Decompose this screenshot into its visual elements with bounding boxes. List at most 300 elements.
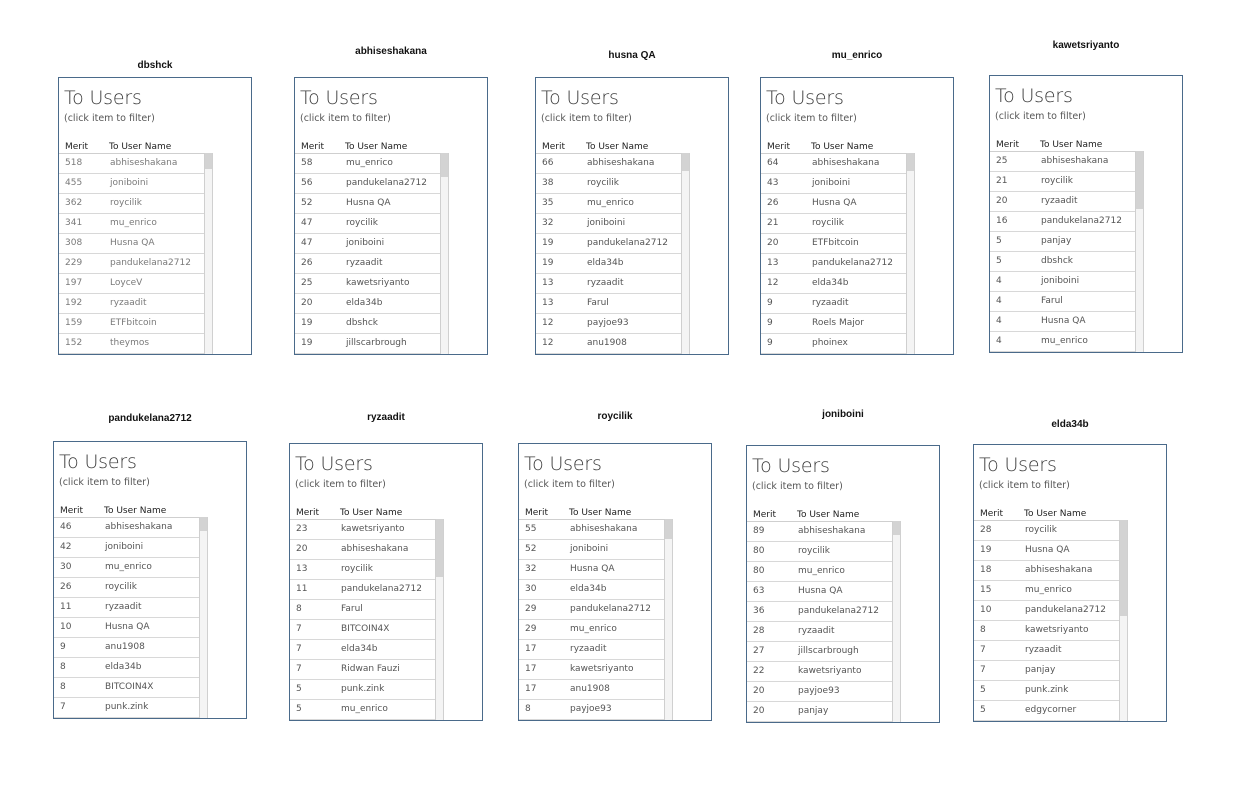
scrollbar[interactable]	[436, 519, 444, 720]
user-name: elda34b	[341, 644, 378, 654]
scrollbar-thumb[interactable]	[682, 153, 689, 171]
table-row[interactable]	[59, 274, 204, 294]
column-header-to-user-name[interactable]: To User Name	[569, 508, 632, 518]
merit-value: 8	[296, 604, 302, 614]
panel-title: To Users	[295, 453, 373, 475]
user-name: ryzaadit	[570, 644, 607, 654]
column-header-to-user-name[interactable]: To User Name	[1040, 140, 1103, 150]
user-name: BITCOIN4X	[341, 624, 390, 634]
table-row[interactable]	[536, 314, 681, 334]
table-row[interactable]	[295, 154, 440, 174]
table-row[interactable]	[59, 154, 204, 174]
merit-value: 19	[542, 238, 554, 248]
user-name: abhiseshakana	[341, 544, 409, 554]
table-row[interactable]	[990, 312, 1135, 332]
merit-value: 25	[301, 278, 313, 288]
user-name: Husna QA	[105, 622, 150, 632]
table-row[interactable]	[295, 174, 440, 194]
user-name: payjoe93	[587, 318, 629, 328]
table-row[interactable]	[519, 540, 664, 560]
merit-value: 30	[525, 584, 537, 594]
user-name: jillscarbrough	[798, 646, 859, 656]
table-row[interactable]	[536, 254, 681, 274]
user-name: pandukelana2712	[798, 606, 879, 616]
user-name: roycilik	[587, 178, 619, 188]
table-row[interactable]	[974, 581, 1119, 601]
user-name: mu_enrico	[110, 218, 157, 228]
user-name: pandukelana2712	[346, 178, 427, 188]
to-users-panel	[53, 441, 247, 719]
table-row[interactable]	[290, 660, 435, 680]
table-row[interactable]	[59, 314, 204, 334]
table-row[interactable]	[990, 172, 1135, 192]
column-header-to-user-name[interactable]: To User Name	[797, 510, 860, 520]
panel-subtitle: (click item to filter)	[524, 479, 615, 490]
table-row[interactable]	[290, 620, 435, 640]
user-name: panjay	[1025, 665, 1056, 675]
table-row[interactable]	[974, 601, 1119, 621]
merit-value: 63	[753, 586, 765, 596]
merit-value: 10	[60, 622, 72, 632]
user-name: joniboini	[1041, 276, 1080, 286]
column-header-to-user-name[interactable]: To User Name	[1024, 509, 1087, 519]
table-row[interactable]	[761, 154, 906, 174]
rows-list	[761, 153, 907, 355]
merit-value: 4	[996, 316, 1002, 326]
table-row[interactable]	[59, 214, 204, 234]
merit-value: 21	[996, 176, 1008, 186]
user-name: pandukelana2712	[570, 604, 651, 614]
panel-label: ryzaadit	[367, 412, 405, 423]
table-row[interactable]	[974, 681, 1119, 701]
merit-value: 7	[980, 665, 986, 675]
table-row[interactable]	[747, 682, 892, 702]
merit-value: 8	[980, 625, 986, 635]
table-row[interactable]	[747, 602, 892, 622]
merit-value: 7	[296, 664, 302, 674]
table-row[interactable]	[536, 234, 681, 254]
table-row[interactable]	[295, 254, 440, 274]
to-users-panel	[58, 77, 252, 355]
user-name: mu_enrico	[570, 624, 617, 634]
merit-value: 20	[753, 706, 765, 716]
table-row[interactable]	[761, 194, 906, 214]
table-row[interactable]	[54, 638, 199, 658]
table-row[interactable]	[974, 541, 1119, 561]
merit-value: 20	[996, 196, 1008, 206]
merit-value: 13	[542, 298, 554, 308]
merit-value: 18	[980, 565, 992, 575]
table-row[interactable]	[54, 658, 199, 678]
merit-value: 11	[296, 584, 308, 594]
table-row[interactable]	[974, 641, 1119, 661]
table-row[interactable]	[290, 680, 435, 700]
user-name: pandukelana2712	[587, 238, 668, 248]
user-name: Husna QA	[570, 564, 615, 574]
user-name: kawetsriyanto	[798, 666, 862, 676]
table-row[interactable]	[59, 294, 204, 314]
merit-value: 13	[296, 564, 308, 574]
user-name: edgycorner	[1025, 705, 1077, 715]
table-row[interactable]	[974, 621, 1119, 641]
user-name: Farul	[587, 298, 609, 308]
table-row[interactable]	[536, 214, 681, 234]
user-name: ryzaadit	[587, 278, 624, 288]
table-row[interactable]	[536, 174, 681, 194]
table-row[interactable]	[536, 274, 681, 294]
user-name: payjoe93	[798, 686, 840, 696]
table-row[interactable]	[290, 560, 435, 580]
table-row[interactable]	[59, 334, 204, 354]
scrollbar-thumb[interactable]	[893, 521, 900, 535]
table-row[interactable]	[990, 332, 1135, 352]
user-name: Farul	[1041, 296, 1063, 306]
merit-value: 30	[60, 562, 72, 572]
table-row[interactable]	[295, 194, 440, 214]
merit-value: 36	[753, 606, 765, 616]
merit-value: 7	[296, 624, 302, 634]
table-row[interactable]	[290, 540, 435, 560]
merit-value: 19	[301, 338, 313, 348]
merit-value: 152	[65, 338, 83, 348]
scrollbar[interactable]	[1136, 151, 1144, 352]
table-row[interactable]	[54, 618, 199, 638]
table-row[interactable]	[761, 214, 906, 234]
merit-value: 229	[65, 258, 83, 268]
panel-title: To Users	[300, 87, 378, 109]
merit-value: 89	[753, 526, 765, 536]
panel-label: roycilik	[597, 411, 633, 422]
table-row[interactable]	[54, 558, 199, 578]
merit-value: 19	[301, 318, 313, 328]
table-row[interactable]	[290, 640, 435, 660]
merit-value: 64	[767, 158, 779, 168]
merit-value: 66	[542, 158, 554, 168]
table-row[interactable]	[536, 154, 681, 174]
scrollbar[interactable]	[907, 153, 915, 354]
user-name: panjay	[798, 706, 829, 716]
table-row[interactable]	[761, 254, 906, 274]
merit-value: 9	[767, 298, 773, 308]
table-row[interactable]	[990, 252, 1135, 272]
table-row[interactable]	[990, 232, 1135, 252]
panel-title: To Users	[59, 451, 137, 473]
table-row[interactable]	[519, 520, 664, 540]
table-row[interactable]	[761, 314, 906, 334]
table-row[interactable]	[747, 622, 892, 642]
table-row[interactable]	[747, 522, 892, 542]
merit-value: 27	[753, 646, 765, 656]
merit-value: 455	[65, 178, 83, 188]
table-row[interactable]	[747, 642, 892, 662]
scrollbar[interactable]	[682, 153, 690, 354]
merit-value: 43	[767, 178, 779, 188]
merit-value: 5	[980, 705, 986, 715]
table-row[interactable]	[990, 192, 1135, 212]
scrollbar[interactable]	[893, 521, 901, 722]
to-users-panel	[518, 443, 712, 721]
table-row[interactable]	[747, 702, 892, 722]
column-header-to-user-name[interactable]: To User Name	[811, 142, 874, 152]
table-row[interactable]	[761, 274, 906, 294]
rows-list	[536, 153, 682, 355]
user-name: ryzaadit	[812, 298, 849, 308]
panel-label: kawetsriyanto	[1052, 40, 1120, 51]
user-name: joniboini	[110, 178, 149, 188]
column-header-merit[interactable]: Merit	[542, 142, 566, 152]
merit-value: 7	[980, 645, 986, 655]
merit-value: 20	[296, 544, 308, 554]
table-row[interactable]	[519, 680, 664, 700]
merit-value: 21	[767, 218, 779, 228]
table-row[interactable]	[536, 194, 681, 214]
merit-value: 19	[542, 258, 554, 268]
user-name: payjoe93	[570, 704, 612, 714]
table-row[interactable]	[54, 538, 199, 558]
table-row[interactable]	[974, 701, 1119, 721]
merit-value: 29	[525, 604, 537, 614]
user-name: punk.zink	[105, 702, 149, 712]
column-header-merit[interactable]: Merit	[301, 142, 325, 152]
column-header-merit[interactable]: Merit	[296, 508, 320, 518]
table-row[interactable]	[54, 698, 199, 718]
user-name: roycilik	[346, 218, 378, 228]
column-header-to-user-name[interactable]: To User Name	[586, 142, 649, 152]
user-name: joniboini	[105, 542, 144, 552]
merit-value: 35	[542, 198, 554, 208]
scrollbar-thumb[interactable]	[441, 153, 448, 177]
table-row[interactable]	[59, 254, 204, 274]
table-row[interactable]	[747, 562, 892, 582]
user-name: Husna QA	[110, 238, 155, 248]
table-row[interactable]	[974, 661, 1119, 681]
panel-subtitle: (click item to filter)	[752, 481, 843, 492]
table-row[interactable]	[990, 292, 1135, 312]
table-row[interactable]	[54, 578, 199, 598]
to-users-panel	[746, 445, 940, 723]
scrollbar[interactable]	[200, 517, 208, 718]
merit-value: 23	[296, 524, 308, 534]
table-row[interactable]	[519, 600, 664, 620]
table-row[interactable]	[295, 334, 440, 354]
panel-subtitle: (click item to filter)	[59, 477, 150, 488]
table-row[interactable]	[54, 598, 199, 618]
merit-value: 32	[525, 564, 537, 574]
merit-value: 20	[301, 298, 313, 308]
table-row[interactable]	[761, 234, 906, 254]
scrollbar-thumb[interactable]	[907, 153, 914, 171]
merit-value: 5	[996, 236, 1002, 246]
column-header-merit[interactable]: Merit	[65, 142, 89, 152]
table-row[interactable]	[519, 660, 664, 680]
table-row[interactable]	[519, 700, 664, 720]
panel-label: dbshck	[137, 60, 173, 71]
user-name: theymos	[110, 338, 150, 348]
user-name: LoyceV	[110, 278, 143, 288]
table-row[interactable]	[295, 274, 440, 294]
table-row[interactable]	[990, 272, 1135, 292]
merit-value: 5	[296, 704, 302, 714]
table-row[interactable]	[290, 700, 435, 720]
user-name: Husna QA	[1025, 545, 1070, 555]
user-name: phoinex	[812, 338, 848, 348]
table-row[interactable]	[59, 194, 204, 214]
column-header-merit[interactable]: Merit	[980, 509, 1004, 519]
user-name: panjay	[1041, 236, 1072, 246]
to-users-panel	[760, 77, 954, 355]
table-row[interactable]	[990, 212, 1135, 232]
panel-label: abhiseshakana	[355, 46, 427, 57]
table-row[interactable]	[761, 334, 906, 354]
table-row[interactable]	[54, 678, 199, 698]
merit-value: 80	[753, 566, 765, 576]
user-name: mu_enrico	[798, 566, 845, 576]
user-name: Husna QA	[812, 198, 857, 208]
user-name: ryzaadit	[798, 626, 835, 636]
user-name: mu_enrico	[587, 198, 634, 208]
merit-value: 17	[525, 644, 537, 654]
user-name: ryzaadit	[110, 298, 147, 308]
user-name: BITCOIN4X	[105, 682, 154, 692]
merit-value: 12	[542, 338, 554, 348]
table-row[interactable]	[536, 334, 681, 354]
user-name: ryzaadit	[105, 602, 142, 612]
scrollbar-thumb[interactable]	[665, 519, 672, 539]
merit-value: 197	[65, 278, 83, 288]
table-row[interactable]	[747, 662, 892, 682]
table-row[interactable]	[290, 600, 435, 620]
column-header-merit[interactable]: Merit	[767, 142, 791, 152]
column-header-merit[interactable]: Merit	[60, 506, 84, 516]
panel-title: To Users	[64, 87, 142, 109]
merit-value: 4	[996, 276, 1002, 286]
scrollbar[interactable]	[665, 519, 673, 720]
merit-value: 15	[980, 585, 992, 595]
table-row[interactable]	[974, 521, 1119, 541]
column-header-to-user-name[interactable]: To User Name	[345, 142, 408, 152]
table-row[interactable]	[761, 174, 906, 194]
table-row[interactable]	[990, 152, 1135, 172]
column-header-to-user-name[interactable]: To User Name	[109, 142, 172, 152]
column-header-to-user-name[interactable]: To User Name	[340, 508, 403, 518]
table-row[interactable]	[295, 294, 440, 314]
user-name: joniboini	[346, 238, 385, 248]
user-name: ryzaadit	[346, 258, 383, 268]
table-row[interactable]	[59, 234, 204, 254]
table-row[interactable]	[974, 561, 1119, 581]
merit-value: 308	[65, 238, 83, 248]
table-row[interactable]	[290, 580, 435, 600]
column-header-merit[interactable]: Merit	[525, 508, 549, 518]
scrollbar-thumb[interactable]	[1136, 151, 1143, 209]
column-header-merit[interactable]: Merit	[753, 510, 777, 520]
table-row[interactable]	[536, 294, 681, 314]
user-name: roycilik	[105, 582, 137, 592]
merit-value: 26	[60, 582, 72, 592]
panel-label: mu_enrico	[831, 50, 883, 61]
user-name: elda34b	[812, 278, 849, 288]
merit-value: 26	[767, 198, 779, 208]
scrollbar-thumb[interactable]	[200, 517, 207, 531]
merit-value: 52	[525, 544, 537, 554]
merit-value: 11	[60, 602, 72, 612]
user-name: mu_enrico	[341, 704, 388, 714]
merit-value: 362	[65, 198, 83, 208]
table-row[interactable]	[519, 560, 664, 580]
scrollbar[interactable]	[1120, 520, 1128, 721]
scrollbar[interactable]	[205, 153, 213, 354]
table-row[interactable]	[519, 580, 664, 600]
user-name: roycilik	[341, 564, 373, 574]
table-row[interactable]	[59, 174, 204, 194]
table-row[interactable]	[290, 520, 435, 540]
user-name: punk.zink	[341, 684, 385, 694]
merit-value: 17	[525, 664, 537, 674]
scrollbar-thumb[interactable]	[436, 519, 443, 577]
table-row[interactable]	[747, 542, 892, 562]
user-name: ryzaadit	[1025, 645, 1062, 655]
to-users-panel	[973, 444, 1167, 722]
user-name: abhiseshakana	[105, 522, 173, 532]
user-name: kawetsriyanto	[346, 278, 410, 288]
merit-value: 25	[996, 156, 1008, 166]
merit-value: 9	[767, 338, 773, 348]
column-header-merit[interactable]: Merit	[996, 140, 1020, 150]
column-header-to-user-name[interactable]: To User Name	[104, 506, 167, 516]
user-name: mu_enrico	[346, 158, 393, 168]
merit-value: 12	[542, 318, 554, 328]
merit-value: 58	[301, 158, 313, 168]
user-name: kawetsriyanto	[570, 664, 634, 674]
panel-subtitle: (click item to filter)	[766, 113, 857, 124]
to-users-panel	[989, 75, 1183, 353]
merit-value: 29	[525, 624, 537, 634]
table-row[interactable]	[761, 294, 906, 314]
panel-title: To Users	[995, 85, 1073, 107]
user-name: Roels Major	[812, 318, 864, 328]
panel-subtitle: (click item to filter)	[995, 111, 1086, 122]
table-row[interactable]	[54, 518, 199, 538]
table-row[interactable]	[519, 620, 664, 640]
scrollbar[interactable]	[441, 153, 449, 354]
rows-list	[974, 520, 1120, 722]
user-name: anu1908	[587, 338, 627, 348]
rows-list	[519, 519, 665, 721]
merit-value: 10	[980, 605, 992, 615]
table-row[interactable]	[295, 314, 440, 334]
merit-value: 12	[767, 278, 779, 288]
table-row[interactable]	[295, 234, 440, 254]
panel-label: pandukelana2712	[108, 413, 192, 424]
user-name: joniboini	[812, 178, 851, 188]
scrollbar-thumb[interactable]	[1120, 520, 1127, 616]
table-row[interactable]	[747, 582, 892, 602]
user-name: ryzaadit	[1041, 196, 1078, 206]
user-name: abhiseshakana	[798, 526, 866, 536]
table-row[interactable]	[295, 214, 440, 234]
panel-label: elda34b	[1051, 419, 1089, 430]
user-name: dbshck	[1041, 256, 1073, 266]
merit-value: 5	[996, 256, 1002, 266]
user-name: pandukelana2712	[812, 258, 893, 268]
user-name: abhiseshakana	[587, 158, 655, 168]
user-name: anu1908	[570, 684, 610, 694]
table-row[interactable]	[519, 640, 664, 660]
user-name: Husna QA	[1041, 316, 1086, 326]
scrollbar-thumb[interactable]	[205, 153, 212, 169]
merit-value: 8	[60, 682, 66, 692]
merit-value: 4	[996, 296, 1002, 306]
